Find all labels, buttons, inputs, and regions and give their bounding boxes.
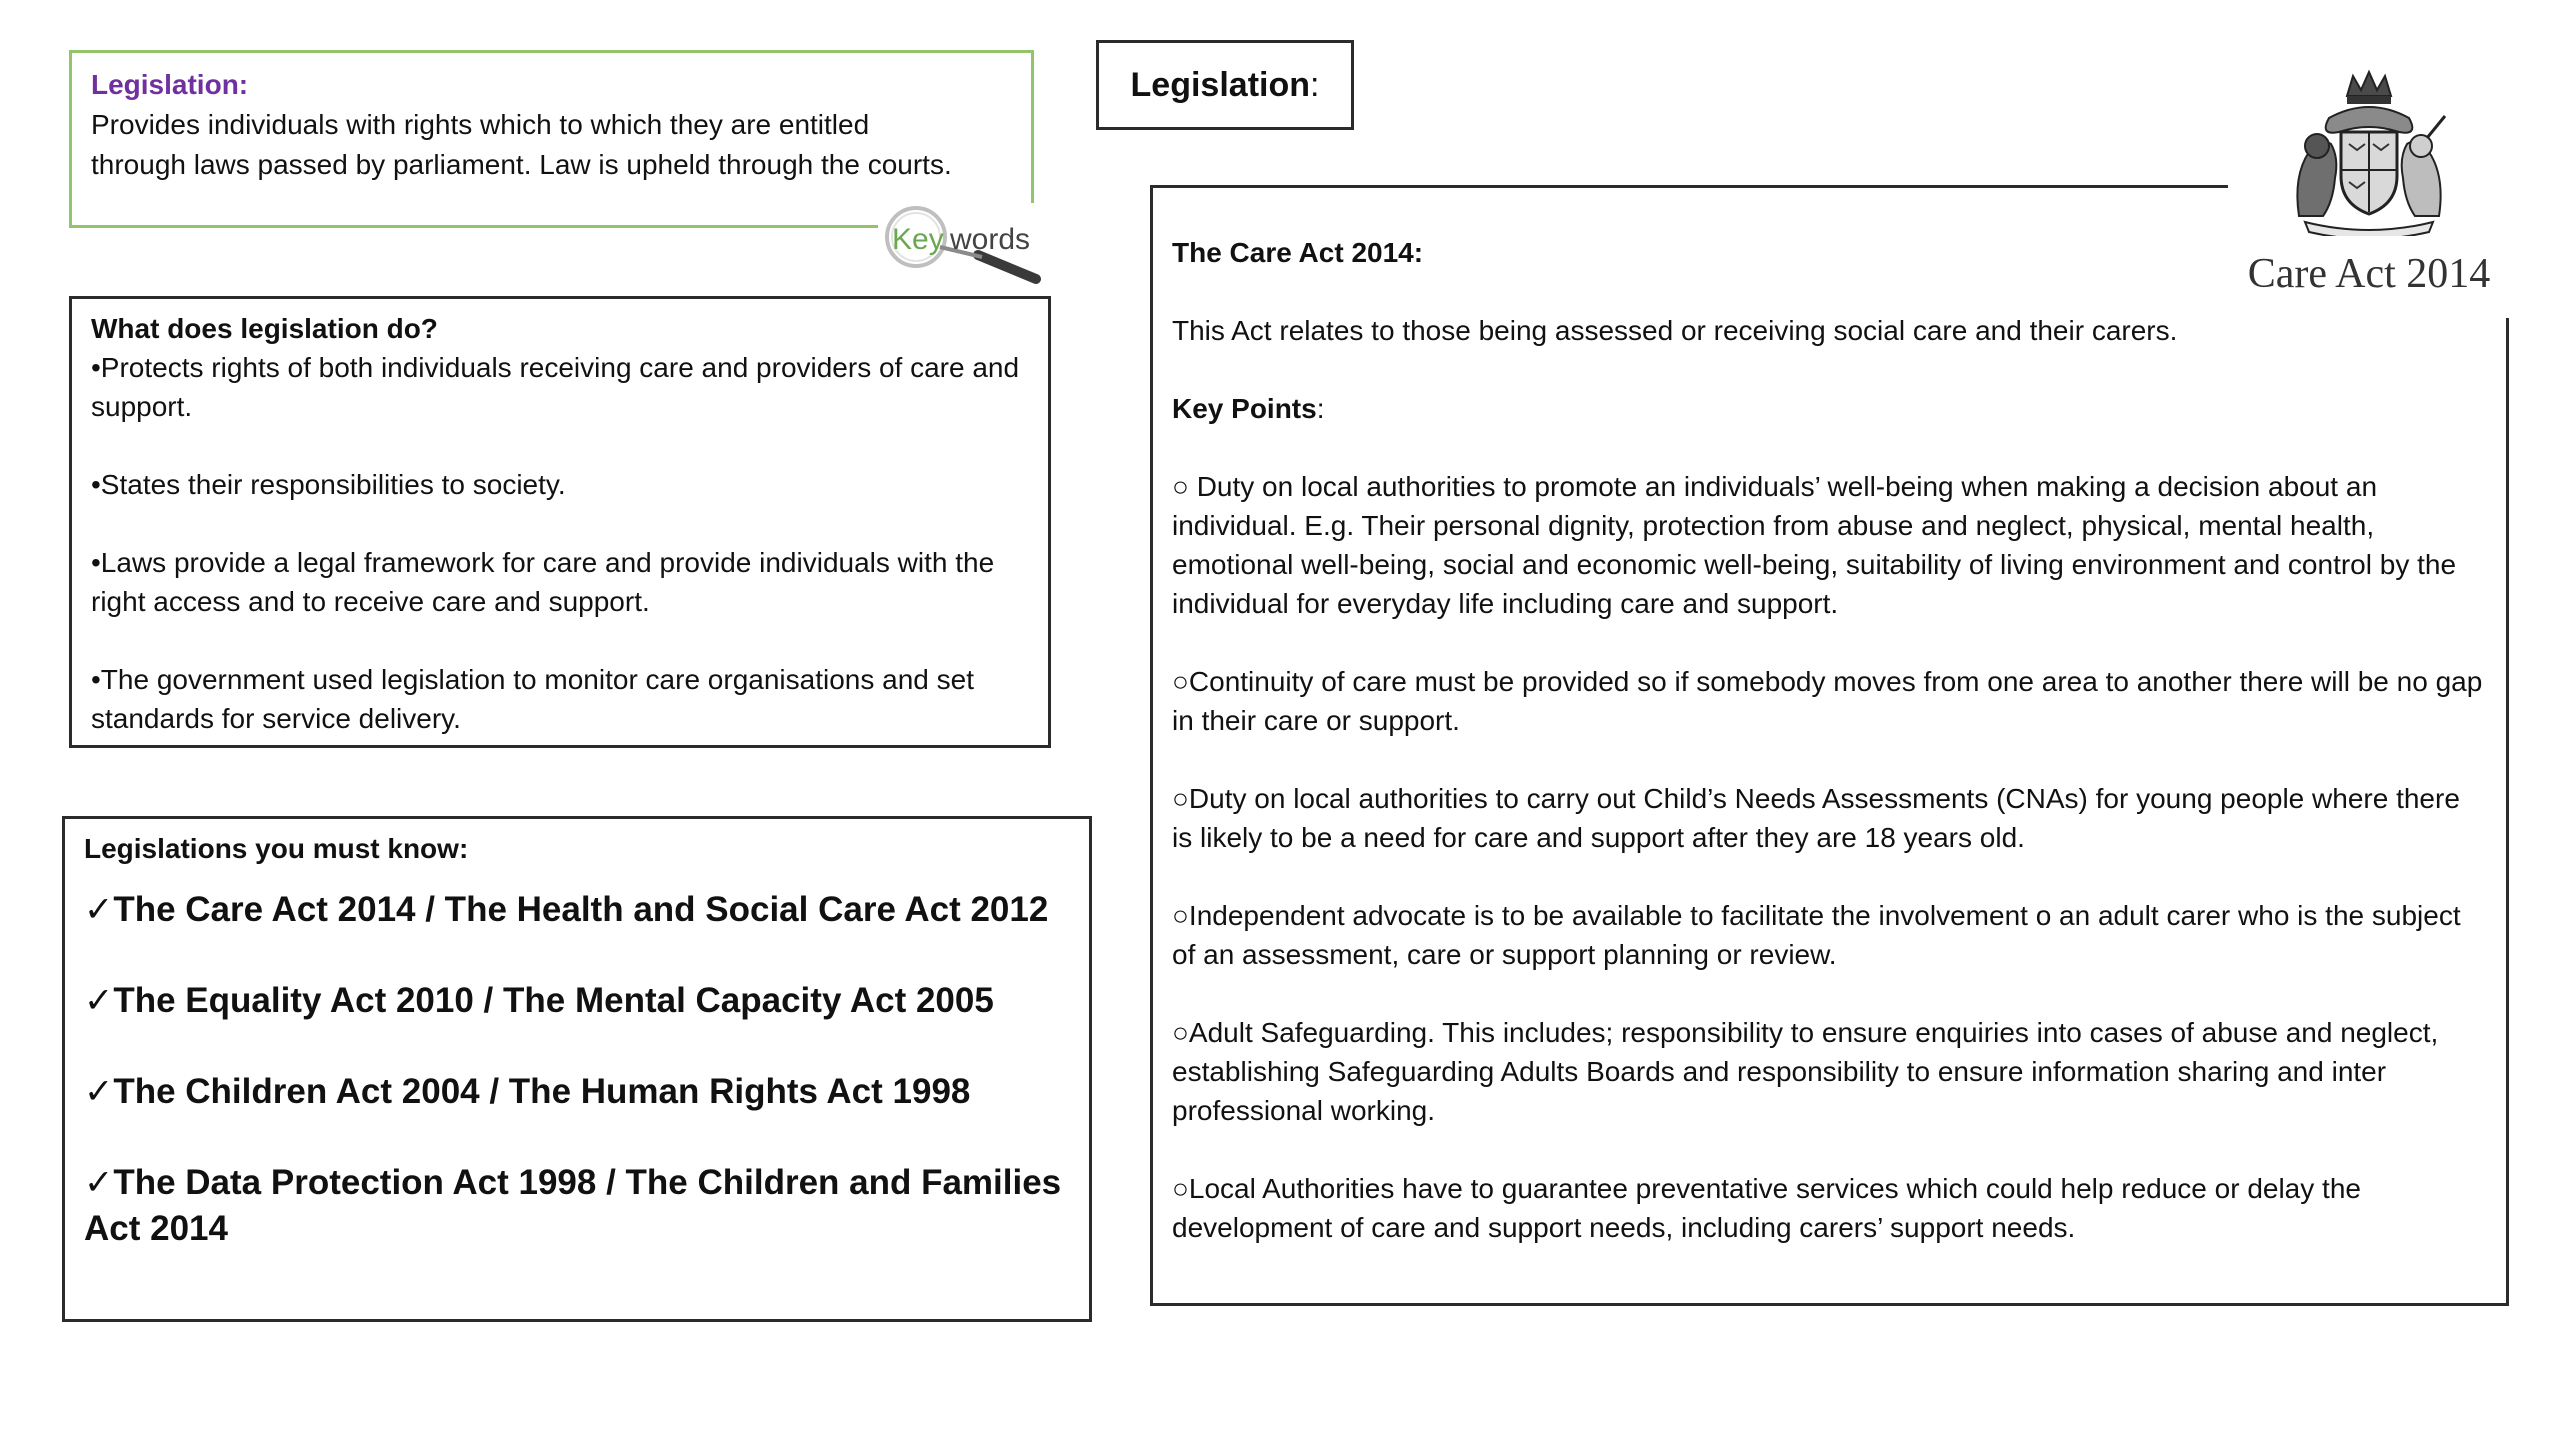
page-title-colon: : xyxy=(1310,66,1320,104)
legislation-item: ✓The Data Protection Act 1998 / The Children and Families Act 2014 xyxy=(84,1163,1062,1248)
what-box-point-4: •The government used legislation to monitor care organisations and set standards for service delivery. xyxy=(91,664,974,734)
page-title xyxy=(1096,40,1354,130)
keywords-badge-key: Key xyxy=(892,223,944,256)
check-icon: ✓ xyxy=(84,890,114,930)
key-point-3: ○Duty on local authorities to carry out Child’s Needs Assessments (CNAs) for young people where there is likely to be a need for care and support after they are 18 years old. xyxy=(1172,783,2460,853)
royal-coat-of-arms-icon xyxy=(2269,66,2469,236)
legislations-must-know-box xyxy=(62,816,1092,1322)
key-points-label: Key Points: xyxy=(1172,393,1325,424)
key-point-4: ○Independent advocate is to be available to facilitate the involvement o an adult carer who is the subject of an assessment, care or support planning or review. xyxy=(1172,900,2461,970)
keyword-definition-line-2: through laws passed by parliament. Law is upheld through the courts. xyxy=(91,149,952,180)
know-box-heading: Legislations you must know: xyxy=(84,833,469,864)
key-point-2: ○Continuity of care must be provided so if somebody moves from one area to another there will be no gap in their care or support. xyxy=(1172,666,2483,736)
key-point-6: ○Local Authorities have to guarantee preventative services which could help reduce or delay the development of care and support needs, including carers’ support needs. xyxy=(1172,1173,2361,1243)
check-icon: ✓ xyxy=(84,981,114,1021)
care-act-intro: This Act relates to those being assessed or receiving social care and their carers. xyxy=(1172,315,2178,346)
legislation-item: ✓The Equality Act 2010 / The Mental Capacity Act 2005 xyxy=(84,981,994,1021)
what-box-point-3: •Laws provide a legal framework for care and provide individuals with the right access and to receive care and support. xyxy=(91,547,995,617)
keyword-definition-line-1: Provides individuals with rights which to which they are entitled xyxy=(91,109,870,140)
legislation-list xyxy=(84,887,1070,1252)
care-act-heading: The Care Act 2014: xyxy=(1172,237,1424,268)
what-legislation-does-box xyxy=(69,296,1051,748)
page-title-text: Legislation xyxy=(1130,66,1310,104)
care-act-box xyxy=(1150,185,2509,1306)
check-icon: ✓ xyxy=(84,1072,114,1112)
key-point-5: ○Adult Safeguarding. This includes; responsibility to ensure enquiries into cases of abuse and neglect, establishing Safeguarding Adults Boards and responsibility to ensure information sharing and inter professional working. xyxy=(1172,1017,2439,1126)
magnifier-icon xyxy=(878,203,1053,285)
keywords-badge xyxy=(878,203,1053,285)
keywords-badge-words: words xyxy=(950,223,1031,256)
key-point-1: ○ Duty on local authorities to promote an individuals’ well-being when making a decision about an individual. E.g. Their personal dignity, protection from abuse and neglect, physical, mental health, emotional well-being, social and economic well-being, suitability of living environment and control by the individual for everyday life including care and support. xyxy=(1172,471,2457,619)
keyword-definition-box xyxy=(69,50,1034,228)
legislation-item: ✓The Children Act 2004 / The Human Rights Act 1998 xyxy=(84,1072,971,1112)
legislation-item: ✓The Care Act 2014 / The Health and Social Care Act 2012 xyxy=(84,890,1049,930)
care-act-logo xyxy=(2228,48,2510,318)
check-icon: ✓ xyxy=(84,1163,114,1203)
what-box-heading: What does legislation do? xyxy=(91,313,438,344)
what-box-point-1: •Protects rights of both individuals receiving care and providers of care and support. xyxy=(91,352,1020,422)
care-act-logo-caption: Care Act 2014 xyxy=(2247,251,2491,297)
keyword-term: Legislation: xyxy=(91,69,249,100)
what-box-point-2: •States their responsibilities to society. xyxy=(91,469,566,500)
